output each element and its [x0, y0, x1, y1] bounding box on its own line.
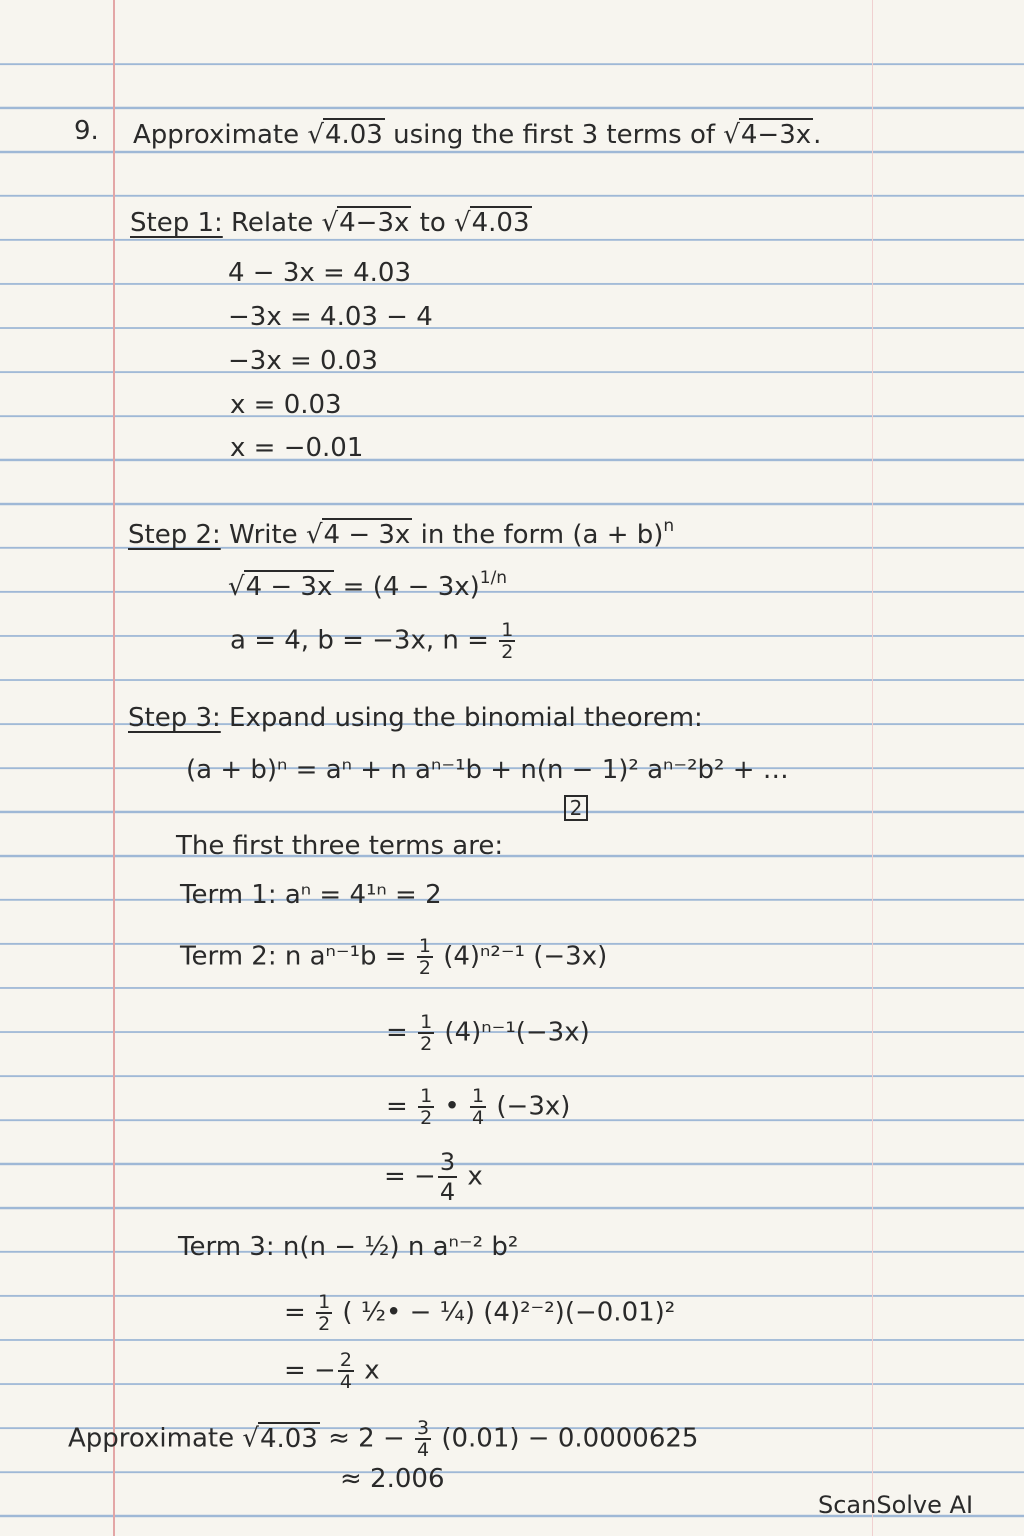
term2-line3 — [386, 1086, 570, 1128]
denominator: 2 — [418, 957, 431, 979]
step-text: in the form (a + b) — [412, 520, 664, 550]
step-text: to — [411, 208, 455, 238]
radicand: 4−3x — [339, 208, 410, 238]
step-label: Step 2: — [128, 520, 221, 550]
equals: = — [386, 1017, 408, 1048]
numerator: 1 — [318, 1291, 331, 1313]
fraction — [417, 936, 433, 978]
numerator: 2 — [339, 1349, 352, 1371]
step-label: Step 1: — [130, 208, 223, 238]
margin-line — [113, 0, 115, 1536]
step1-line: 4 − 3x = 4.03 — [228, 258, 411, 288]
fraction — [316, 1292, 332, 1334]
equation-text: = (4 − 3x) — [334, 572, 480, 602]
step1-line: −3x = 4.03 − 4 — [228, 302, 433, 332]
step-label: Step 3: — [128, 703, 221, 733]
denominator: 2 — [420, 1033, 433, 1055]
numerator: 1 — [420, 1011, 433, 1033]
final-text: (0.01) − 0.0000625 — [433, 1423, 699, 1454]
first-terms-text: The first three terms are: — [176, 831, 504, 861]
fraction — [418, 1012, 434, 1054]
fraction — [338, 1350, 354, 1392]
denominator: 2 — [420, 1107, 433, 1129]
denominator: 4 — [472, 1107, 485, 1129]
final-approximation: Approximate √4.03 ≈ 2 − $\frac{3}{4}$ (0.01) − 0.0000625 — [68, 1417, 699, 1461]
term2-line2 — [386, 1012, 590, 1054]
denominator: 2 — [318, 1313, 331, 1335]
variable: x — [459, 1161, 483, 1192]
step2-values — [230, 620, 517, 662]
step2-equation: $√4 - 3x = (4 - 3x)^{1/n}$ — [228, 568, 508, 602]
dot-operator: • — [436, 1091, 469, 1122]
radicand: 4.03 — [259, 1423, 318, 1454]
numerator: 1 — [420, 1085, 433, 1107]
fraction — [418, 1086, 434, 1128]
problem-text: using the first 3 terms of — [384, 120, 724, 150]
margin-line-right — [872, 0, 873, 1536]
term2 — [180, 936, 607, 978]
problem-number: 9. — [74, 116, 99, 146]
numerator: 3 — [439, 1148, 456, 1176]
step-text: Expand using the binomial theorem: — [220, 703, 703, 733]
denominator: 4 — [339, 1371, 352, 1393]
step-text: Relate — [222, 208, 322, 238]
problem-text: Approximate — [133, 120, 308, 150]
step1-line: x = 0.03 — [230, 390, 342, 420]
denominator: 4 — [439, 1178, 456, 1206]
term1: Term 1: aⁿ = 4¹ⁿ = 2 — [180, 880, 442, 910]
equals-minus: = − — [284, 1355, 336, 1386]
radicand: 4 − 3x — [245, 572, 333, 602]
step1-line: x = −0.01 — [230, 433, 364, 463]
step-text: Write — [220, 520, 306, 550]
radicand: 4 − 3x — [323, 520, 411, 550]
boxed-number: 2 — [564, 795, 588, 821]
term-expression: (4)ⁿ²⁻¹ (−3x) — [434, 941, 608, 972]
numerator: 1 — [472, 1085, 485, 1107]
equals: = — [386, 1091, 408, 1122]
final-result: ≈ 2.006 — [340, 1464, 445, 1494]
values-text: a = 4, b = −3x, n = — [230, 625, 498, 656]
numerator: 1 — [501, 619, 514, 641]
variable: x — [355, 1355, 380, 1386]
equals: = — [284, 1297, 306, 1328]
term-expression: ( ½• − ¼) (4)²⁻²)(−0.01)² — [334, 1297, 676, 1328]
numerator: 3 — [417, 1417, 430, 1439]
numerator: 1 — [418, 935, 431, 957]
exponent: 1/n — [479, 568, 508, 588]
radicand: 4.03 — [324, 120, 383, 150]
step2-heading: Step 2: Write √4 − 3x in the form $(a + b)^n$ — [128, 516, 675, 550]
final-text: ≈ 2 − — [319, 1423, 413, 1454]
term3-line3 — [284, 1350, 380, 1392]
term-expression: (4)ⁿ⁻¹(−3x) — [436, 1017, 590, 1048]
term3-line2 — [284, 1292, 675, 1334]
fraction — [470, 1086, 486, 1128]
period: . — [813, 120, 822, 150]
term2-line4 — [384, 1148, 483, 1206]
equals-minus: = − — [384, 1161, 436, 1192]
term-label: Term 2: n aⁿ⁻¹b = — [180, 941, 415, 972]
exponent: n — [663, 516, 675, 536]
radicand: 4.03 — [471, 208, 530, 238]
step1-heading: Step 1: Relate √4−3x to √4.03 — [130, 208, 530, 238]
step1-line: −3x = 0.03 — [228, 346, 378, 376]
term-expression: (−3x) — [488, 1091, 571, 1122]
fraction — [499, 620, 515, 662]
final-label: Approximate — [68, 1423, 243, 1454]
binomial-formula: (a + b)ⁿ = aⁿ + n aⁿ⁻¹b + n(n − 1)² aⁿ⁻²b² + … — [186, 755, 789, 785]
fraction — [415, 1418, 431, 1460]
step3-heading — [128, 703, 703, 733]
brand-watermark: ScanSolve AI — [818, 1491, 974, 1519]
fraction — [438, 1148, 457, 1206]
term3: Term 3: n(n − ½) n aⁿ⁻² b² — [178, 1232, 519, 1262]
problem-statement: Approximate √4.03 using the first 3 terms of √4−3x. — [133, 120, 822, 150]
denominator: 4 — [417, 1439, 430, 1461]
denominator: 2 — [501, 641, 514, 663]
radicand: 4−3x — [740, 120, 812, 150]
